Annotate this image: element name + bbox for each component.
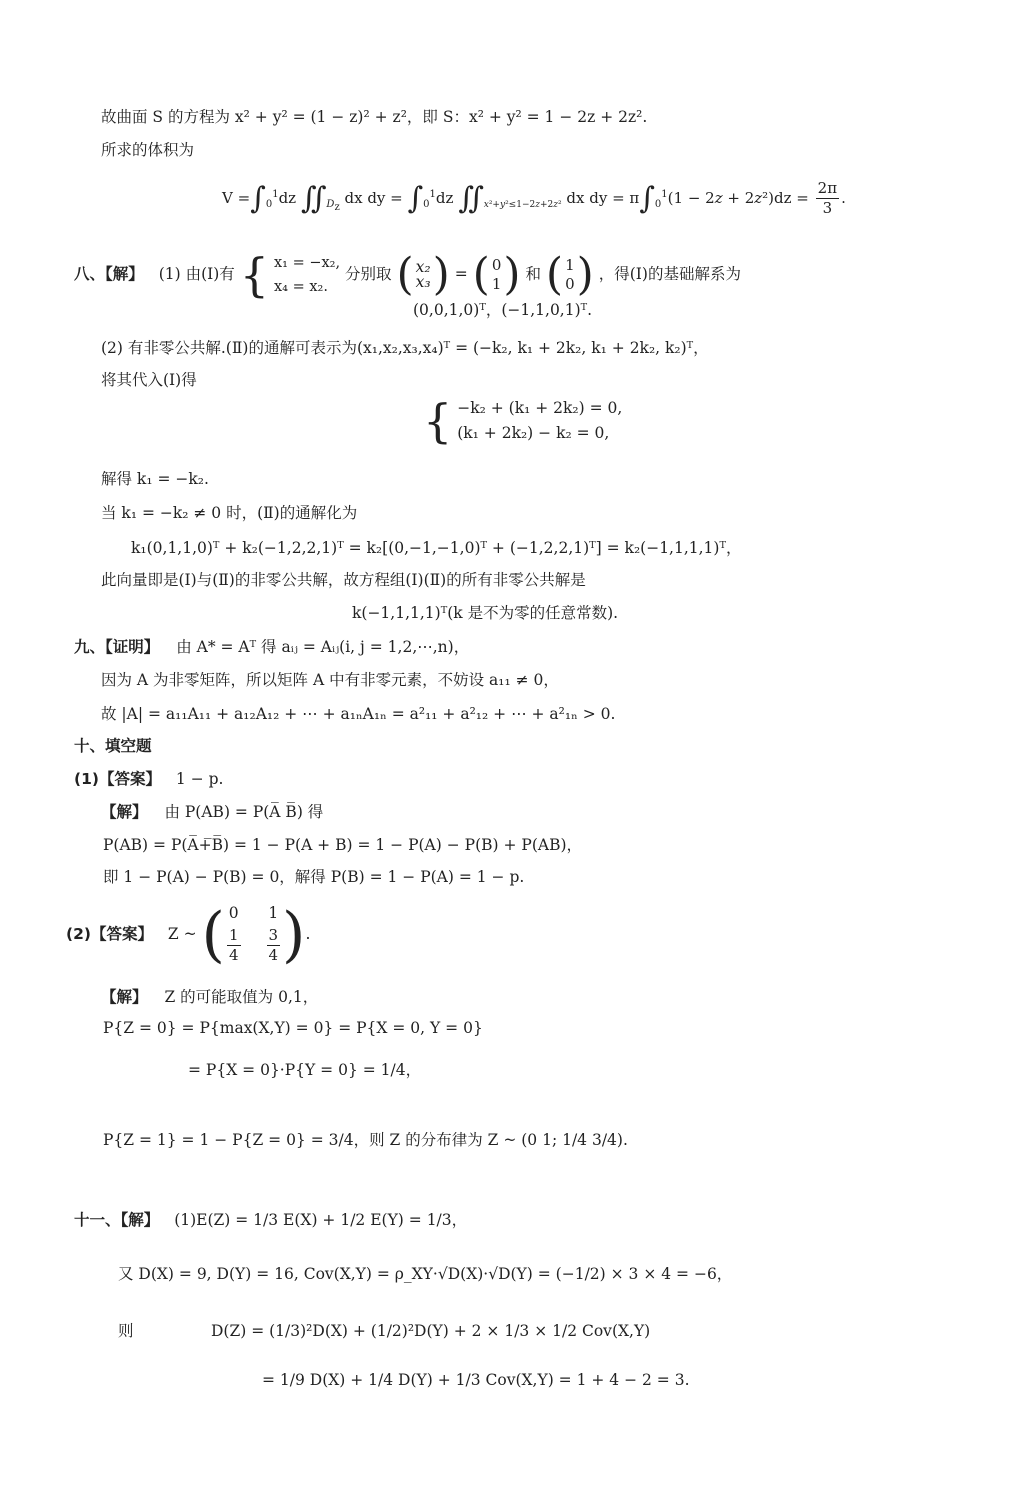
vector-b: ( 1 0 ) — [545, 249, 594, 300]
ten-q1-line2: P(AB) = P(A̅+̅B̅) = 1 − P(A + B) = 1 − P(A) − P(B) + P(AB)， — [103, 836, 583, 854]
eleven-line2: 又 D(X) = 9, D(Y) = 16, Cov(X,Y) = ρ_XY·√D(X)·√D(Y) = (−1/2) × 3 × 4 = −6， — [118, 1265, 733, 1283]
eleven-line1: (1)E(Z) = 1/3 E(X) + 1/2 E(Y) = 1/3， — [174, 1211, 468, 1229]
distribution-matrix: ( 0 1 $\frac{1}{4}$ $\frac{3}{4}$ ) — [201, 900, 306, 970]
system-eq-1: x₁ = −x₂, — [273, 254, 341, 271]
final-answer-line: k(−1,1,1,1)ᵀ(k 是不为零的任意常数). — [352, 604, 619, 622]
basis-intro: ，得(Ⅰ)的基础解系为 — [598, 265, 741, 283]
nine-line2: 因为 A 为非零矩阵，所以矩阵 A 中有非零元素，不妨设 a₁₁ ≠ 0， — [101, 671, 559, 689]
ten-q1-solution — [101, 805, 323, 821]
eleven-line4: = 1/9 D(X) + 1/4 D(Y) + 1/3 Cov(X,Y) = 1 + 4 − 2 = 3. — [262, 1371, 690, 1389]
when-line: 当 k₁ = −k₂ ≠ 0 时，(Ⅱ)的通解化为 — [101, 504, 358, 522]
ten-q2-answer-prefix: Z ~ — [167, 925, 197, 943]
volume-formula: $V =\int_0^1dz$ $∬_{D_z}$ dx dy = $\int_0^1dz$ $∬_{x^2+y^2\le 1-2z+2z^2}$ dx dy = $\pi\int_0^1(1 - 2z + 2z^2)dz$ = $\frac{2\pi}{3}$ . — [222, 179, 846, 218]
eleven-line3: D(Z) = (1/3)²D(X) + (1/2)²D(Y) + 2 × 1/3 × 1/2 Cov(X,Y) — [211, 1322, 651, 1340]
section-eight-intro: (1) 由(Ⅰ)有 — [158, 265, 235, 283]
ten-q2-line1: Z 的可能取值为 0,1， — [164, 988, 319, 1006]
section-eight: 八、【解】 (1) 由(Ⅰ)有 { x₁ = −x₂, x₄ = x₂. 分别取 ( x₂ x₃ ) = ( 0 1 ) 和 ( 1 0 ) ，得(Ⅰ)的基础解系为 — [74, 248, 741, 302]
ten-q1-line3: 即 1 − P(A) − P(B) = 0，解得 P(B) = 1 − P(A) = 1 − p. — [103, 868, 525, 886]
section-eight-label: 八、【解】 — [74, 265, 144, 283]
ten-q2-answer: (2)【答案】 Z ~ ( 0 1 $\frac{1}{4}$ $\frac{3}{4}$ ) . — [66, 900, 311, 970]
ten-q2-line2: P{Z = 0} = P{max(X,Y) = 0} = P{X = 0, Y = 0} — [103, 1019, 483, 1037]
take-text: 分别取 — [345, 265, 392, 283]
section-nine-label: 九、【证明】 — [74, 638, 160, 656]
ten-q1-line1: 由 P(AB) = P(A̅ B̅) 得 — [164, 803, 324, 821]
ten-q1-sol-label: 【解】 — [101, 803, 148, 821]
part2-line2: 将其代入(Ⅰ)得 — [101, 371, 197, 389]
ten-q2-line3: = P{X = 0}·P{Y = 0} = 1/4， — [188, 1061, 422, 1079]
nine-line3: 故 |A| = a₁₁A₁₁ + a₁₂A₁₂ + ⋯ + a₁ₙA₁ₙ = a²₁₁ + a²₁₂ + ⋯ + a²₁ₙ > 0. — [101, 705, 616, 723]
common-solution-line: 此向量即是(Ⅰ)与(Ⅱ)的非零公共解，故方程组(Ⅰ)(Ⅱ)的所有非零公共解是 — [101, 571, 586, 589]
section-nine — [74, 640, 469, 656]
vector-a: ( 0 1 ) — [472, 249, 521, 300]
basis-vectors: (0,0,1,0)ᵀ，(−1,1,0,1)ᵀ. — [413, 301, 593, 319]
ten-q2-answer-label: (2)【答案】 — [66, 925, 153, 943]
section-eleven-label: 十一、【解】 — [74, 1211, 160, 1229]
section-eleven — [74, 1213, 467, 1229]
sub-eq-1: −k₂ + (k₁ + 2k₂) = 0, — [457, 398, 623, 417]
volume-intro-line: 所求的体积为 — [101, 141, 195, 159]
ten-q1-answer-label: (1)【答案】 — [74, 770, 161, 788]
eleven-line3-label: 则 — [118, 1322, 134, 1340]
vector-lhs: ( x₂ x₃ ) — [396, 249, 450, 300]
ten-q2-line4: P{Z = 1} = 1 − P{Z = 0} = 3/4，则 Z 的分布律为 Z ~ (0 1; 1/4 3/4). — [103, 1131, 628, 1149]
sub-eq-2: (k₁ + 2k₂) − k₂ = 0, — [457, 424, 610, 442]
ten-q2-solution — [101, 990, 318, 1006]
solve-line: 解得 k₁ = −k₂. — [101, 470, 209, 488]
ten-q1-answer-value: 1 − p. — [175, 770, 224, 788]
section-ten-label: 十、填空题 — [74, 737, 152, 755]
general-solution-line: k₁(0,1,1,0)ᵀ + k₂(−1,2,2,1)ᵀ = k₂[(0,−1,−1,0)ᵀ + (−1,2,2,1)ᵀ] = k₂(−1,1,1,1)ᵀ， — [131, 539, 742, 557]
system-eq-2: x₄ = x₂. — [273, 279, 328, 295]
ten-q2-sol-label: 【解】 — [101, 988, 148, 1006]
nine-line1: 由 A* = Aᵀ 得 aᵢⱼ = Aᵢⱼ(i, j = 1,2,⋯,n)， — [176, 638, 470, 656]
part2-line1: (2) 有非零公共解.(Ⅱ)的通解可表示为(x₁,x₂,x₃,x₄)ᵀ = (−k₂, k₁ + 2k₂, k₁ + 2k₂, k₂)ᵀ， — [101, 339, 709, 357]
and-text: 和 — [525, 265, 541, 283]
surface-equation-line: 故曲面 S 的方程为 x² + y² = (1 − z)² + z²，即 S：x² + y² = 1 − 2z + 2z². — [101, 108, 648, 126]
ten-q1-answer — [74, 772, 223, 788]
substituted-system: { −k₂ + (k₁ + 2k₂) = 0, (k₁ + 2k₂) − k₂ = 0, — [423, 394, 623, 448]
